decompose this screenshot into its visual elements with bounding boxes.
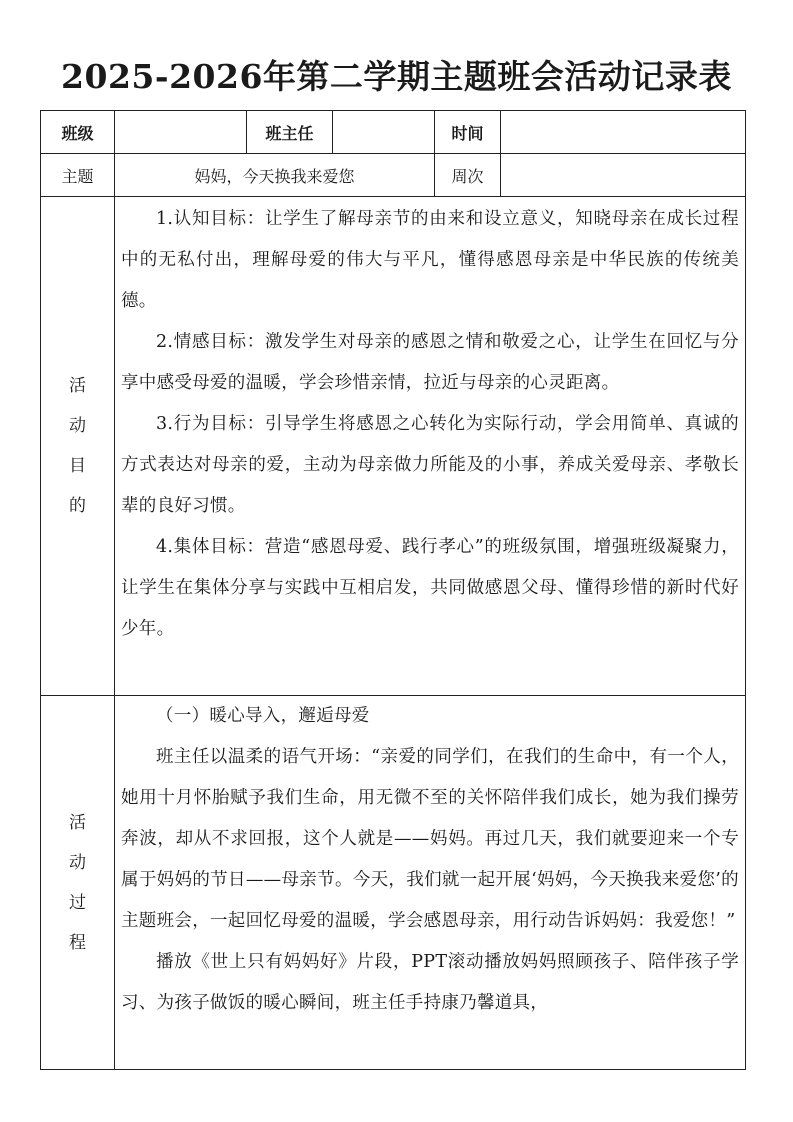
class-value[interactable]: [115, 111, 247, 154]
purpose-paragraph: 2.情感目标：激发学生对母亲的感恩之情和敬爱之心，让学生在回忆与分享中感受母爱的温暖，学会珍惜亲情，拉近与母亲的心灵距离。: [121, 332, 739, 393]
theme-row: [41, 154, 746, 197]
process-paragraph: 班主任以温柔的语气开场：“亲爱的同学们，在我们的生命中，有一个人，她用十月怀胎赋予我们生命，用无微不至的关怀陪伴我们成长，她为我们操劳奔波，却从不求回报，这个人就是——妈妈。再过几天，我们就要迎来一个专属于妈妈的节日——母亲节。今天，我们就一起开展‘妈妈，今天换我来爱您’的主题班会，一起回忆母爱的温暖，学会感恩母亲，用行动告诉妈妈：我爱您！”: [121, 747, 739, 931]
header-row: [41, 111, 746, 154]
process-label: 活 动 过 程: [41, 696, 115, 1070]
process-paragraph: 播放《世上只有妈妈好》片段，PPT滚动播放妈妈照顾孩子、陪伴孩子学习、为孩子做饭的暖心瞬间，班主任手持康乃馨道具，: [121, 952, 739, 1013]
time-label: 时间: [435, 111, 501, 154]
theme-label: 主题: [41, 154, 115, 197]
process-section-title: （一）暖心导入，邂逅母爱: [156, 706, 370, 726]
purpose-content: [115, 197, 746, 696]
week-label: 周次: [435, 154, 501, 197]
theme-value[interactable]: 妈妈，今天换我来爱您: [115, 154, 435, 197]
week-value[interactable]: [501, 154, 746, 197]
page-title: 2025-2026年第二学期主题班会活动记录表: [61, 57, 732, 96]
teacher-value[interactable]: [333, 111, 435, 154]
time-value[interactable]: [501, 111, 746, 154]
class-label: 班级: [41, 111, 115, 154]
purpose-paragraph: 1.认知目标：让学生了解母亲节的由来和设立意义，知晓母亲在成长过程中的无私付出，理解母爱的伟大与平凡，懂得感恩母亲是中华民族的传统美德。: [121, 209, 739, 311]
process-content: [115, 696, 746, 1070]
purpose-label: 活 动 目 的: [41, 197, 115, 696]
process-row: [41, 696, 746, 1070]
purpose-paragraph: 3.行为目标：引导学生将感恩之心转化为实际行动，学会用简单、真诚的方式表达对母亲的爱，主动为母亲做力所能及的小事，养成关爱母亲、孝敬长辈的良好习惯。: [121, 414, 739, 516]
purpose-paragraph: 4.集体目标：营造“感恩母爱、践行孝心”的班级氛围，增强班级凝聚力，让学生在集体分享与实践中互相启发，共同做感恩父母、懂得珍惜的新时代好少年。: [121, 537, 739, 639]
record-table: [40, 110, 746, 1070]
purpose-row: [41, 197, 746, 696]
teacher-label: 班主任: [247, 111, 333, 154]
